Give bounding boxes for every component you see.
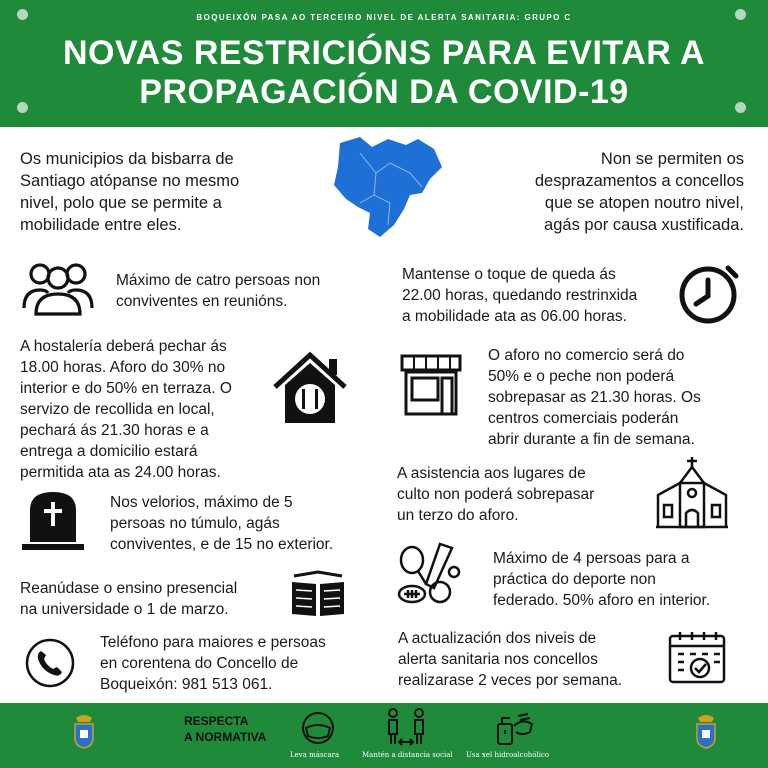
text-line: O aforo no comercio será do [488, 347, 685, 364]
item-text-commerce [488, 345, 701, 450]
text-line: Santiago atópanse no mesmo [20, 172, 240, 190]
text-line: Máximo de catro persoas non [116, 272, 321, 289]
text-line: interior e do 50% en terraza. O [20, 380, 232, 397]
people-group-icon [20, 260, 96, 316]
calendar-check-icon [666, 630, 728, 686]
text-line: federado. 50% aforo en interior. [493, 592, 711, 609]
text-line: persoas no túmulo, agás [110, 515, 280, 532]
text-line: Nos velorios, máximo de 5 [110, 494, 293, 511]
text-line: culto non poderá sobrepasar [397, 486, 595, 503]
item-text-update [398, 628, 622, 691]
phone-icon [24, 637, 76, 689]
text-line: en corentena do Concello de [100, 655, 299, 672]
text-line: abrir durante a fin de semana. [488, 431, 695, 448]
item-text-worship [397, 463, 594, 526]
text-line: desprazamentos a concellos [534, 172, 744, 190]
text-line: conviventes en reunións. [116, 293, 288, 310]
intro-left-text [20, 148, 239, 236]
tombstone-icon [20, 488, 86, 552]
intro-right-text [478, 148, 744, 236]
text-line: que se atopen noutro nivel, [544, 194, 744, 212]
text-line: realizarase 2 veces por semana. [398, 672, 623, 689]
text-line: Boqueixón: 981 513 061. [100, 676, 273, 693]
header-kicker: BOQUEIXÓN PASA AO TERCEIRO NIVEL DE ALERTA SANITARIA: GRUPO C [196, 13, 572, 22]
shop-icon [398, 354, 464, 418]
text-line: sobrepasar as 21.30 horas. Os [488, 389, 701, 406]
text-line: Máximo de 4 persoas para a [493, 550, 690, 567]
text-line: nivel, polo que se permite a [20, 194, 222, 212]
title-line: NOVAS RESTRICIÓNS PARA EVITAR A [62, 34, 706, 72]
open-book-icon [290, 568, 346, 620]
footer-label-distance: Mantén a distancia social [362, 751, 453, 759]
text-line: mobilidade entre eles. [20, 216, 182, 234]
text-line: na universidade o 1 de marzo. [20, 601, 229, 618]
text-line: RESPECTA [184, 714, 249, 728]
text-line: A actualización dos niveis de [398, 630, 597, 647]
coat-of-arms-logo [72, 714, 96, 750]
footer-label-sanitizer: Usa xel hidroalcohólico [466, 751, 550, 759]
social-distance-icon [384, 708, 428, 748]
text-line: entrega a domicilio estará [20, 443, 198, 460]
text-line: Teléfono para maiores e persoas [100, 634, 326, 651]
text-line: permitida ata as 24.00 horas. [20, 464, 221, 481]
hand-sanitizer-icon [494, 710, 534, 746]
coat-of-arms-logo [694, 714, 718, 750]
text-line: A asistencia aos lugares de [397, 465, 586, 482]
face-mask-icon [298, 710, 338, 746]
text-line: a mobilidade ata as 06.00 horas. [402, 308, 627, 325]
item-text-university [20, 578, 237, 620]
item-text-curfew [402, 264, 637, 327]
text-line: Non se permiten os [600, 150, 744, 168]
footer-label-mask: Leva máscara [290, 751, 340, 759]
text-line: centros comerciais poderán [488, 410, 679, 427]
clock-icon [676, 262, 740, 326]
page-title [0, 34, 768, 112]
text-line: agás por causa xustificada. [544, 216, 744, 234]
text-line: Reanúdase o ensino presencial [20, 580, 238, 597]
text-line: pechará ás 21.30 horas e a [20, 422, 209, 439]
sports-equipment-icon [396, 540, 462, 606]
text-line: 22.00 horas, quedando restrinxida [402, 287, 638, 304]
text-line: conviventes, e de 15 no exterior. [110, 536, 334, 553]
region-map-icon [330, 133, 446, 241]
text-line: 50% e o peche non poderá [488, 368, 675, 385]
title-line: PROPAGACIÓN DA COVID-19 [139, 73, 629, 111]
text-line: un terzo do aforo. [397, 507, 519, 524]
text-line: alerta sanitaria nos concellos [398, 651, 598, 668]
header-banner [0, 0, 768, 127]
item-text-hospitality [20, 336, 232, 483]
item-text-sport [493, 548, 710, 611]
church-icon [654, 455, 730, 531]
text-line: Os municipios da bisbarra de [20, 150, 234, 168]
text-line: Mantense o toque de queda ás [402, 266, 616, 283]
text-line: 18.00 horas. Aforo do 30% no [20, 359, 226, 376]
text-line: servizo de recollida en local, [20, 401, 215, 418]
respect-rules-label [184, 713, 266, 745]
text-line: práctica do deporte non [493, 571, 656, 588]
item-text-wakes [110, 492, 333, 555]
text-line: A NORMATIVA [184, 730, 267, 744]
house-dining-icon [271, 351, 349, 425]
item-text-phone [100, 632, 326, 695]
item-text-gatherings [116, 270, 320, 312]
text-line: A hostalería deberá pechar ás [20, 338, 227, 355]
